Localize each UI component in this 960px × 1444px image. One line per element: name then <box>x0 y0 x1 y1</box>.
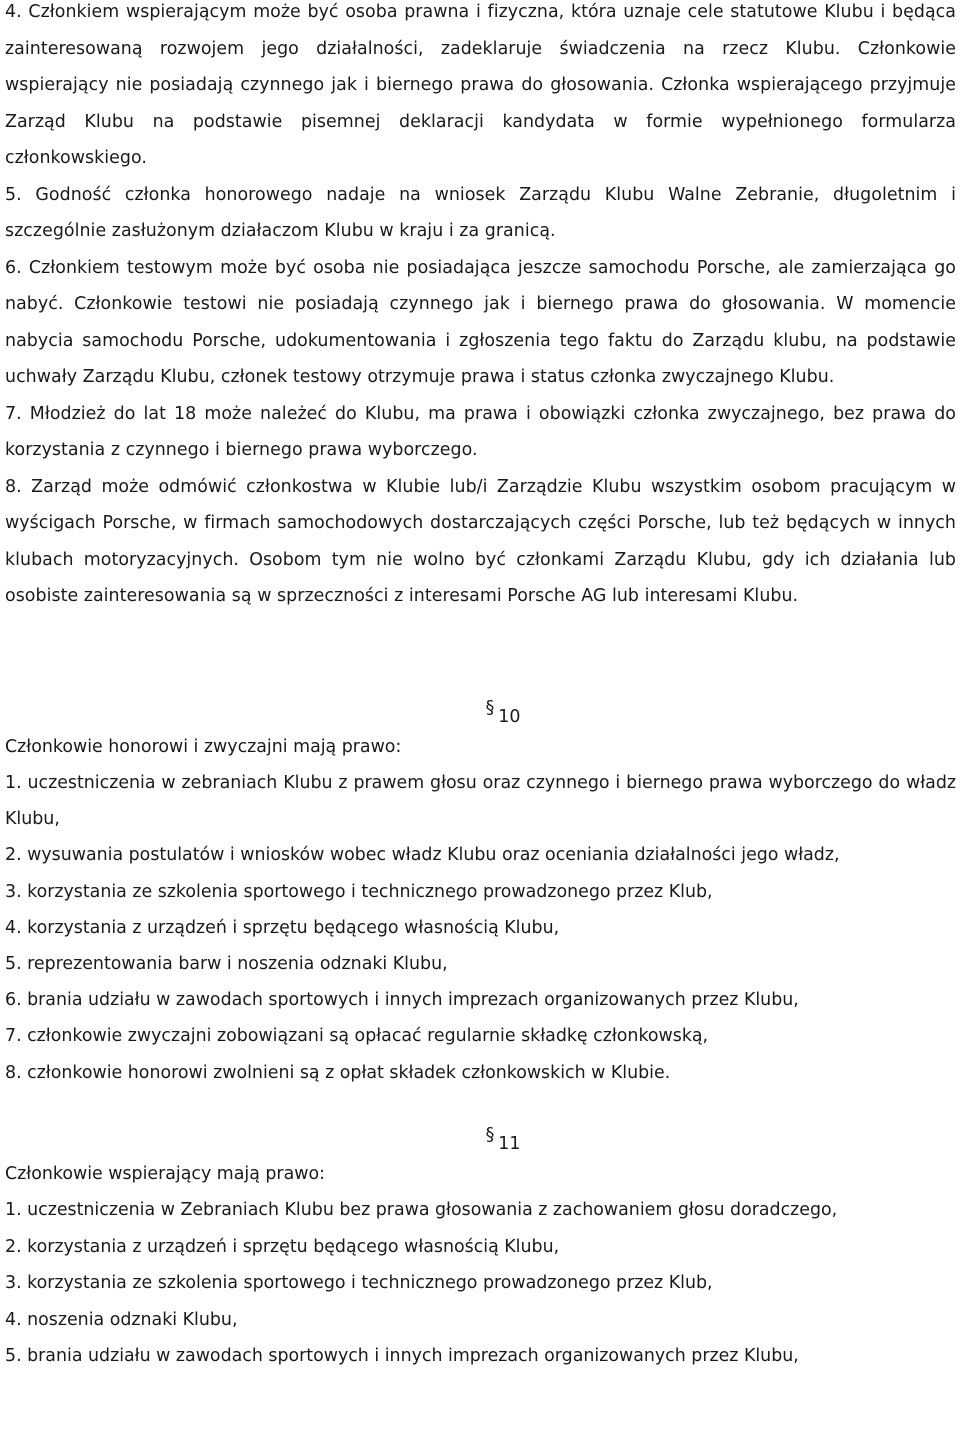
paragraph-4: 4. Członkiem wspierającym może być osoba prawna i fizyczna, która uznaje cele statutowe Klubu i będąca zainteresowaną rozwojem jego działalności, zadeklaruje świadczenia na rzecz Klubu. Członkowie wspierający nie posiadają czynnego jak i biernego prawa do głosowania. Członka wspierającego przyjmuje Zarząd Klubu na podstawie pisemnej deklaracji kandydata w formie wypełnionego formularza członkowskiego. <box>5 2 956 168</box>
list-item: 7. członkowie zwyczajni zobowiązani są opłacać regularnie składkę członkowską, <box>5 1026 709 1047</box>
list-item: 2. wysuwania postulatów i wniosków wobec władz Klubu oraz oceniania działalności jego władz, <box>5 845 840 866</box>
section-10-lead: Członkowie honorowi i zwyczajni mają prawo: <box>5 736 402 757</box>
list-item: 6. brania udziału w zawodach sportowych i innych imprezach organizowanych przez Klubu, <box>5 990 799 1011</box>
list-item: 1. uczestniczenia w zebraniach Klubu z prawem głosu oraz czynnego i biernego prawa wyborczego do władz Klubu, <box>5 773 956 830</box>
list-item: 5. reprezentowania barw i noszenia odznaki Klubu, <box>5 954 448 975</box>
list-item: 1. uczestniczenia w Zebraniach Klubu bez prawa głosowania z zachowaniem głosu doradczego, <box>5 1200 838 1221</box>
section-10-list <box>5 765 956 1091</box>
section-number: 10 <box>498 706 521 727</box>
list-item: 8. członkowie honorowi zwolnieni są z opłat składek członkowskich w Klubie. <box>5 1062 671 1083</box>
list-item: 3. korzystania ze szkolenia sportowego i technicznego prowadzonego przez Klub, <box>5 881 713 902</box>
list-item: 4. noszenia odznaki Klubu, <box>5 1309 238 1330</box>
section-symbol: § <box>485 697 495 718</box>
list-item: 3. korzystania ze szkolenia sportowego i technicznego prowadzonego przez Klub, <box>5 1273 713 1294</box>
list-item: 2. korzystania z urządzeń i sprzętu będącego własnością Klubu, <box>5 1236 560 1257</box>
section-11-list <box>5 1192 956 1375</box>
list-item: 4. korzystania z urządzeń i sprzętu będącego własnością Klubu, <box>5 917 560 938</box>
paragraph-6: 6. Członkiem testowym może być osoba nie posiadająca jeszcze samochodu Porsche, ale zamierzająca go nabyć. Członkowie testowi nie posiadają czynnego jak i biernego prawa do głosowania. W momencie nabycia samochodu Porsche, udokumentowania i zgłoszenia tego faktu do Zarządu klubu, na podstawie uchwały Zarządu Klubu, członek testowy otrzymuje prawa i status członka zwyczajnego Klubu. <box>5 257 956 387</box>
paragraph-8: 8. Zarząd może odmówić członkostwa w Klubie lub/i Zarządzie Klubu wszystkim osobom pracującym w wyścigach Porsche, w firmach samochodowych dostarczających części Porsche, lub też będących w innych klubach motoryzacyjnych. Osobom tym nie wolno być członkami Zarządu Klubu, gdy ich działania lub osobiste zainteresowania są w sprzeczności z interesami Porsche AG lub interesami Klubu. <box>5 476 956 606</box>
section-number: 11 <box>498 1133 521 1154</box>
section-11-lead: Członkowie wspierający mają prawo: <box>5 1163 325 1184</box>
section-symbol: § <box>485 1124 495 1145</box>
list-item: 5. brania udziału w zawodach sportowych i innych imprezach organizowanych przez Klubu, <box>5 1346 799 1367</box>
paragraph-5: 5. Godność członka honorowego nadaje na wniosek Zarządu Klubu Walne Zebranie, długoletnim i szczególnie zasłużonym działaczom Klubu w kraju i za granicą. <box>5 184 956 241</box>
paragraph-7: 7. Młodzież do lat 18 może należeć do Klubu, ma prawa i obowiązki członka zwyczajnego, bez prawa do korzystania z czynnego i biernego prawa wyborczego. <box>5 403 956 460</box>
